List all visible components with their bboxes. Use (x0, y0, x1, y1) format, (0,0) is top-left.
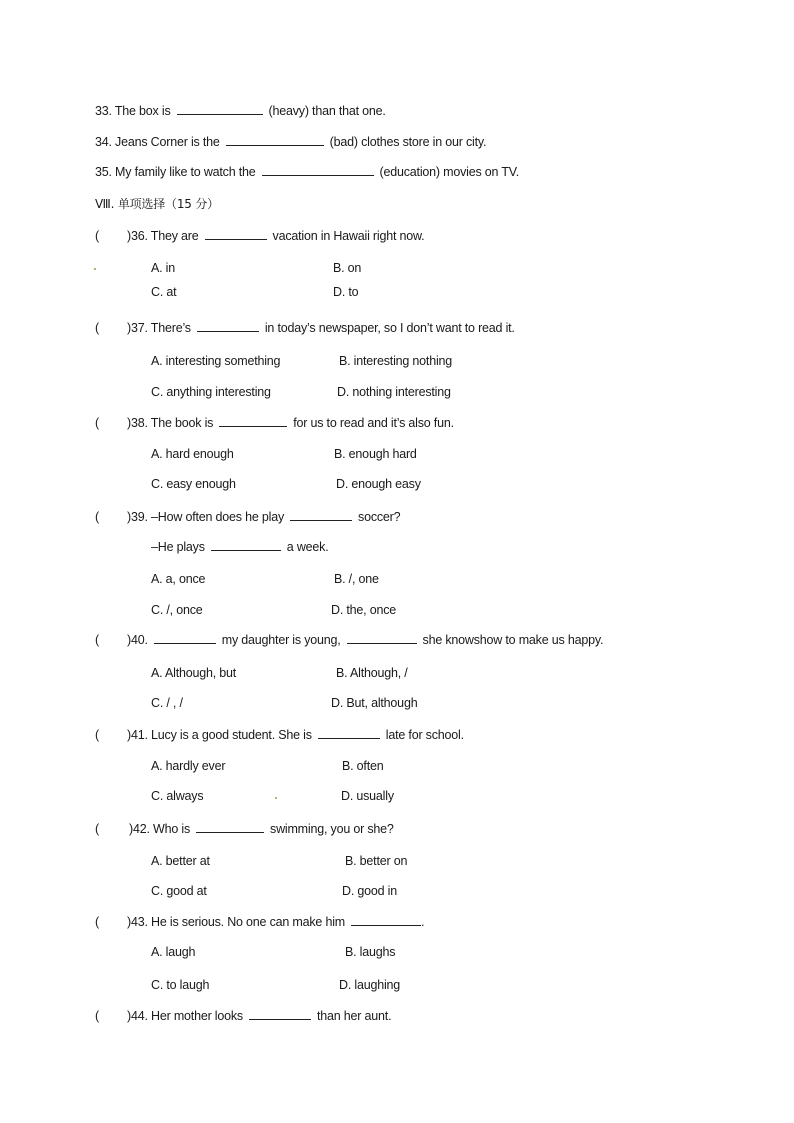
option-d[interactable]: D. enough easy (336, 477, 421, 491)
answer-blank[interactable] (177, 103, 263, 115)
question-39: )39. –How often does he play soccer? (127, 510, 401, 524)
option-d[interactable]: D. laughing (339, 978, 401, 992)
option-b[interactable]: B. /, one (334, 572, 379, 586)
option-c[interactable]: C. at (151, 285, 177, 299)
answer-blank[interactable] (226, 134, 324, 146)
option-d[interactable]: D. But, although (331, 696, 418, 710)
answer-blank[interactable] (249, 1008, 311, 1020)
question-42: )42. Who is swimming, you or she? (129, 822, 394, 836)
option-d[interactable]: D. usually (341, 789, 394, 803)
fill-item-34: 34. Jeans Corner is the (bad) clothes store in our city. (95, 135, 487, 149)
option-a[interactable]: A. laugh (151, 945, 196, 959)
answer-blank[interactable] (318, 727, 380, 739)
option-d[interactable]: D. the, once (331, 603, 397, 617)
option-a[interactable]: A. better at (151, 854, 210, 868)
option-d[interactable]: D. to (333, 285, 359, 299)
answer-paren[interactable]: ( (95, 633, 99, 647)
answer-blank[interactable] (211, 539, 281, 551)
option-b[interactable]: B. interesting nothing (339, 354, 453, 368)
option-c[interactable]: C. easy enough (151, 477, 236, 491)
answer-blank[interactable] (196, 821, 264, 833)
question-38: )38. The book is for us to read and it’s also fun. (127, 416, 454, 430)
answer-blank[interactable] (290, 509, 352, 521)
section-heading: Ⅷ. 单项选择（15 分） (95, 197, 219, 211)
question-41: )41. Lucy is a good student. She is late for school. (127, 728, 464, 742)
option-a[interactable]: A. hardly ever (151, 759, 226, 773)
option-a[interactable]: A. interesting something (151, 354, 281, 368)
answer-blank[interactable] (351, 914, 421, 926)
answer-blank[interactable] (205, 228, 267, 240)
option-b[interactable]: B. Although, / (336, 666, 408, 680)
option-b[interactable]: B. enough hard (334, 447, 417, 461)
answer-paren[interactable]: ( (95, 728, 99, 742)
answer-paren[interactable]: ( (95, 915, 99, 929)
option-b[interactable]: B. better on (345, 854, 408, 868)
answer-blank[interactable] (197, 320, 259, 332)
question-40: )40. my daughter is young, she knowshow to make us happy. (127, 633, 604, 647)
answer-paren[interactable]: ( (95, 321, 99, 335)
question-43: )43. He is serious. No one can make him . (127, 915, 425, 929)
option-c[interactable]: C. to laugh (151, 978, 210, 992)
option-c[interactable]: C. good at (151, 884, 207, 898)
question-44: )44. Her mother looks than her aunt. (127, 1009, 392, 1023)
question-39-reply: –He plays a week. (151, 540, 329, 554)
option-b[interactable]: B. on (333, 261, 362, 275)
option-c[interactable]: C. /, once (151, 603, 203, 617)
answer-paren[interactable]: ( (95, 822, 99, 836)
answer-blank[interactable] (219, 415, 287, 427)
answer-paren[interactable]: ( (95, 1009, 99, 1023)
option-a[interactable]: A. in (151, 261, 176, 275)
scan-speck (275, 797, 277, 799)
answer-blank[interactable] (262, 164, 374, 176)
option-c[interactable]: C. anything interesting (151, 385, 271, 399)
option-b[interactable]: B. laughs (345, 945, 396, 959)
option-d[interactable]: D. nothing interesting (337, 385, 451, 399)
answer-blank[interactable] (347, 632, 417, 644)
question-36: )36. They are vacation in Hawaii right now. (127, 229, 425, 243)
question-37: )37. There’s in today’s newspaper, so I don’t want to read it. (127, 321, 515, 335)
answer-paren[interactable]: ( (95, 416, 99, 430)
option-c[interactable]: C. always (151, 789, 204, 803)
option-a[interactable]: A. hard enough (151, 447, 234, 461)
option-a[interactable]: A. Although, but (151, 666, 237, 680)
answer-paren[interactable]: ( (95, 229, 99, 243)
answer-blank[interactable] (154, 632, 216, 644)
fill-item-35: 35. My family like to watch the (education) movies on TV. (95, 165, 520, 179)
answer-paren[interactable]: ( (95, 510, 99, 524)
option-a[interactable]: A. a, once (151, 572, 206, 586)
option-b[interactable]: B. often (342, 759, 384, 773)
fill-item-33: 33. The box is (heavy) than that one. (95, 104, 386, 118)
option-d[interactable]: D. good in (342, 884, 397, 898)
option-c[interactable]: C. / , / (151, 696, 183, 710)
scan-speck (94, 268, 96, 270)
